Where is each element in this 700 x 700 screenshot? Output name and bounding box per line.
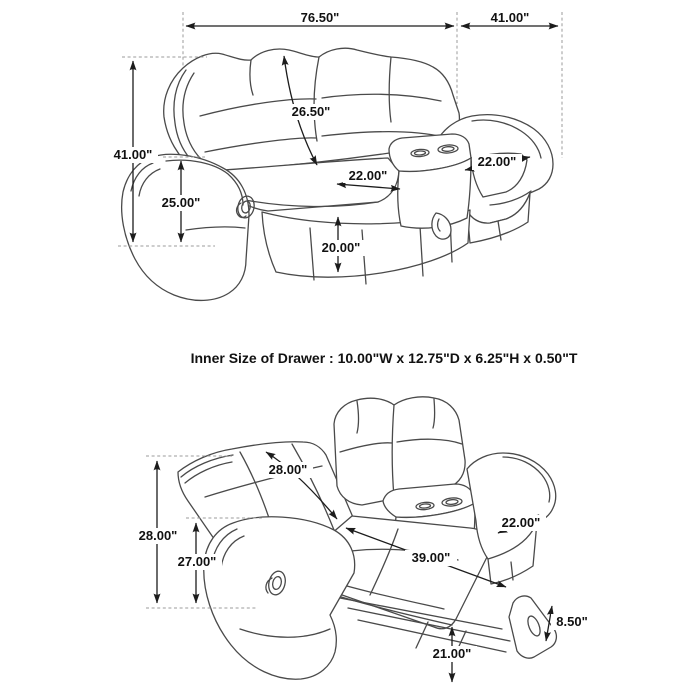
- dimension-label-reclined-arm-height: 27.00": [177, 554, 217, 569]
- dimension-label-reclined-seat-width: 22.00": [501, 515, 541, 530]
- dimension-overall-width: [186, 10, 454, 26]
- reclined-sofa-art: [178, 397, 556, 679]
- dimension-label-overall-depth: 41.00": [490, 10, 530, 25]
- footrest-pad: [509, 596, 556, 658]
- dimension-label-back-height: 26.50": [291, 104, 331, 119]
- drawer-size-note: Inner Size of Drawer : 10.00"W x 12.75"D x 6.25"H x 0.50"T: [190, 350, 578, 366]
- dimension-label-right-seat-width: 22.00": [477, 154, 517, 169]
- dimension-footrest-clearance: [427, 627, 477, 682]
- dimension-label-reclined-overall-height: 28.00": [138, 528, 178, 543]
- dimension-label-overall-width: 76.50": [300, 10, 340, 25]
- dimension-label-backrest-length: 28.00": [268, 462, 308, 477]
- dimension-reclined-overall-height: [133, 461, 183, 603]
- dimension-label-arm-height: 25.00": [161, 195, 201, 210]
- dimension-label-left-seat-width: 22.00": [348, 168, 388, 183]
- dimension-label-seat-height: 20.00": [321, 240, 361, 255]
- upright-sofa-art: [122, 48, 553, 300]
- dimension-label-recline-length: 39.00": [411, 550, 451, 565]
- dimension-right-seat-width: [465, 154, 530, 170]
- dimension-overall-depth: [461, 10, 558, 26]
- dimension-label-overall-height: 41.00": [113, 147, 153, 162]
- dimension-reclined-seat-width: [496, 515, 546, 533]
- dimension-label-footrest-clearance: 21.00": [432, 646, 472, 661]
- reclined-left-armrest: [204, 517, 355, 679]
- dimension-label-footrest-height: 8.50": [556, 614, 588, 629]
